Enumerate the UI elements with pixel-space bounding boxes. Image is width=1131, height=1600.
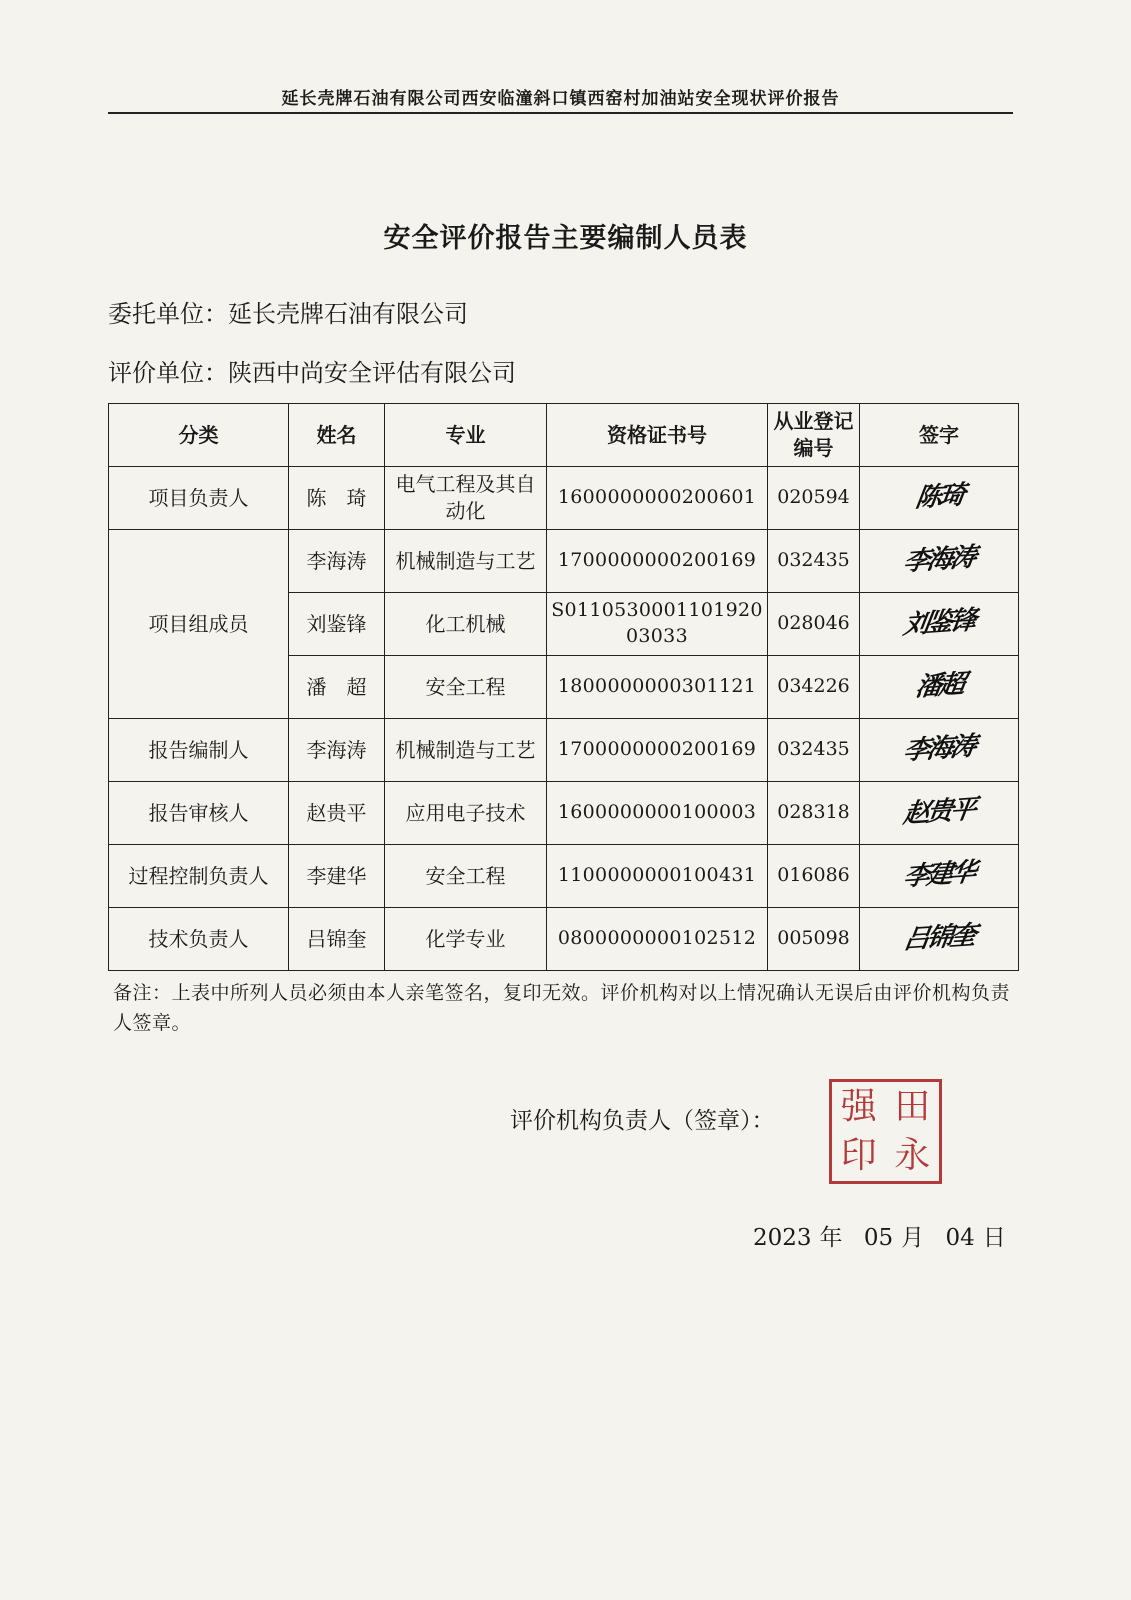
cert-cell: 1100000000100431 — [547, 845, 768, 908]
handwritten-signature: 李建华 — [902, 858, 977, 893]
reg-cell: 032435 — [768, 530, 860, 593]
date-day-unit: 日 — [982, 1225, 1006, 1251]
header-major: 专业 — [385, 404, 547, 467]
institution-head-sign-label: 评价机构负责人（签章）： — [510, 1108, 775, 1134]
name-cell: 赵贵平 — [289, 782, 385, 845]
reg-cell: 020594 — [768, 467, 860, 530]
reg-cell: 016086 — [768, 845, 860, 908]
signature-cell — [860, 719, 1019, 782]
seal-char: 印 — [840, 1135, 877, 1177]
cert-cell: 0800000000102512 — [547, 908, 768, 971]
handwritten-signature: 陈琦 — [913, 480, 965, 515]
seal-char: 永 — [894, 1135, 931, 1177]
header-signature: 签字 — [860, 404, 1019, 467]
date-month: 05 — [863, 1225, 894, 1251]
major-cell: 化工机械 — [385, 593, 547, 656]
cert-cell: 1700000000200169 — [547, 719, 768, 782]
name-cell: 陈 琦 — [289, 467, 385, 530]
major-cell: 化学专业 — [385, 908, 547, 971]
name-cell: 李海涛 — [289, 719, 385, 782]
handwritten-signature: 潘超 — [913, 669, 965, 704]
handwritten-signature: 吕锦奎 — [902, 921, 977, 956]
cert-cell: 1800000000301121 — [547, 656, 768, 719]
reg-cell: 005098 — [768, 908, 860, 971]
table-row — [109, 782, 1019, 845]
cert-cell: 1600000000200601 — [547, 467, 768, 530]
red-seal-stamp — [829, 1079, 942, 1184]
table-row — [109, 719, 1019, 782]
table-row — [109, 530, 1019, 593]
signature-cell — [860, 782, 1019, 845]
sign-date — [753, 1219, 1014, 1252]
major-cell: 机械制造与工艺 — [385, 719, 547, 782]
evaluator-label: 评价单位： — [108, 359, 228, 387]
table-row — [109, 467, 1019, 530]
signature-cell — [860, 845, 1019, 908]
major-cell: 安全工程 — [385, 845, 547, 908]
cert-cell: S011053000110192003033 — [547, 593, 768, 656]
client-label: 委托单位： — [108, 300, 228, 328]
reg-cell: 028318 — [768, 782, 860, 845]
seal-char: 强 — [840, 1085, 877, 1127]
seal-char: 田 — [894, 1085, 931, 1127]
remark-note: 备注：上表中所列人员必须由本人亲笔签名，复印无效。评价机构对以上情况确认无误后由评价机构负责人签章。 — [113, 982, 1011, 1034]
category-cell: 项目负责人 — [109, 467, 289, 530]
category-cell: 报告编制人 — [109, 719, 289, 782]
date-day: 04 — [945, 1225, 975, 1251]
signature-cell — [860, 656, 1019, 719]
date-month-unit: 月 — [901, 1225, 925, 1251]
name-cell: 吕锦奎 — [289, 908, 385, 971]
major-cell: 安全工程 — [385, 656, 547, 719]
reg-cell: 028046 — [768, 593, 860, 656]
major-cell: 电气工程及其自动化 — [385, 467, 547, 530]
signature-cell — [860, 908, 1019, 971]
running-header: 延长壳牌石油有限公司西安临潼斜口镇西窑村加油站安全现状评价报告 — [281, 89, 840, 109]
name-cell: 潘 超 — [289, 656, 385, 719]
header-rule — [108, 112, 1013, 114]
client-value: 延长壳牌石油有限公司 — [228, 300, 468, 328]
cert-cell: 1700000000200169 — [547, 530, 768, 593]
client-line — [108, 294, 468, 329]
evaluator-line — [108, 353, 516, 388]
evaluator-value: 陕西中尚安全评估有限公司 — [228, 359, 516, 387]
reg-cell: 034226 — [768, 656, 860, 719]
handwritten-signature: 李海涛 — [902, 732, 977, 767]
document-title: 安全评价报告主要编制人员表 — [383, 223, 748, 254]
category-cell: 项目组成员 — [109, 530, 289, 719]
handwritten-signature: 赵贵平 — [902, 795, 977, 830]
header-name: 姓名 — [289, 404, 385, 467]
major-cell: 机械制造与工艺 — [385, 530, 547, 593]
name-cell: 李建华 — [289, 845, 385, 908]
header-category: 分类 — [109, 404, 289, 467]
header-cert: 资格证书号 — [547, 404, 768, 467]
signature-cell — [860, 467, 1019, 530]
signature-cell — [860, 593, 1019, 656]
table-row — [109, 845, 1019, 908]
handwritten-signature: 刘鉴锋 — [902, 606, 977, 641]
date-year-unit: 年 — [819, 1225, 843, 1251]
reg-cell: 032435 — [768, 719, 860, 782]
name-cell: 刘鉴锋 — [289, 593, 385, 656]
name-cell: 李海涛 — [289, 530, 385, 593]
signature-cell — [860, 530, 1019, 593]
table-header-row — [109, 404, 1019, 467]
major-cell: 应用电子技术 — [385, 782, 547, 845]
date-year: 2023 — [753, 1225, 812, 1251]
category-cell: 过程控制负责人 — [109, 845, 289, 908]
category-cell: 报告审核人 — [109, 782, 289, 845]
handwritten-signature: 李海涛 — [902, 543, 977, 578]
staff-table — [108, 403, 1019, 971]
table-row — [109, 908, 1019, 971]
header-reg: 从业登记编号 — [768, 404, 860, 467]
cert-cell: 1600000000100003 — [547, 782, 768, 845]
category-cell: 技术负责人 — [109, 908, 289, 971]
